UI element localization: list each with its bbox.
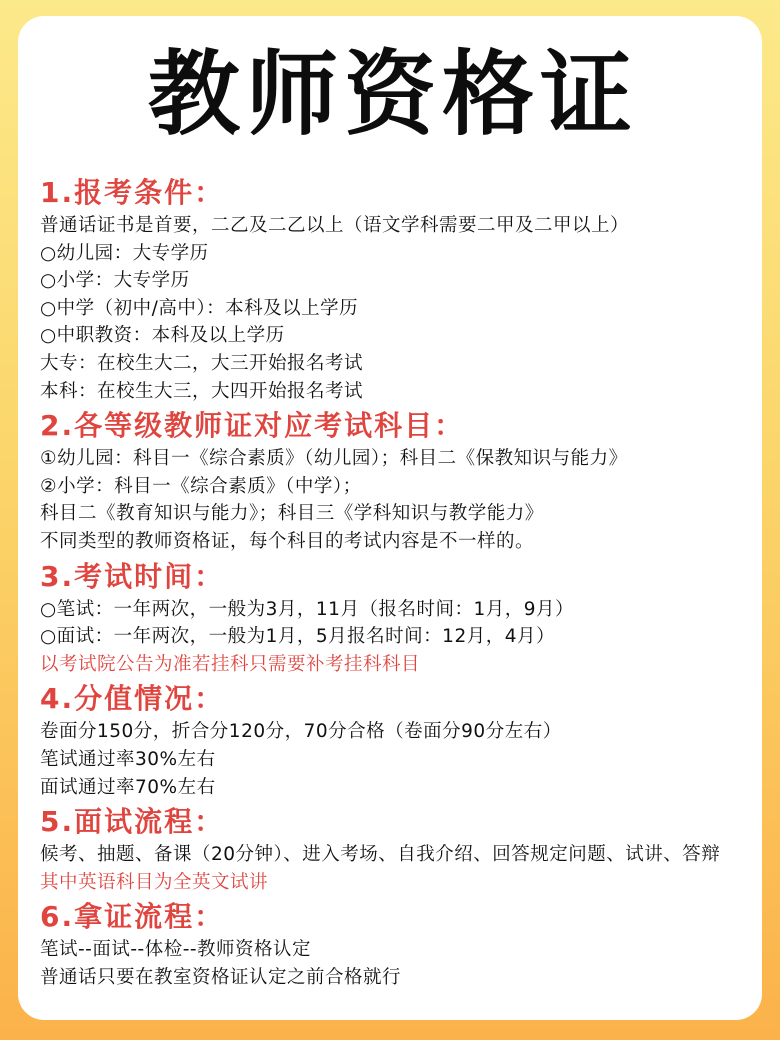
text-line: 面试通过率70%左右 <box>40 776 216 798</box>
highlight-note: 其中英语科目为全英文试讲 <box>40 871 269 893</box>
section-heading: 5.面试流程： <box>40 805 225 839</box>
text-line: ○幼儿园：大专学历 <box>40 242 209 264</box>
text-line: 笔试--面试--体检--教师资格认定 <box>40 939 312 961</box>
text-line: 卷面分150分，折合分120分，70分合格（卷面分90分左右） <box>40 721 562 743</box>
section-heading: 6.拿证流程： <box>40 900 225 934</box>
section-heading: 2.各等级教师证对应考试科目： <box>40 409 465 443</box>
text-line: 候考、抽题、备课（20分钟）、进入考场、自我介绍、回答规定问题、试讲、答辩 <box>40 844 721 866</box>
section-interview-process <box>40 803 746 896</box>
text-line: ○小学：大专学历 <box>40 270 190 292</box>
text-line: 普通话证书是首要，二乙及二乙以上（语文学科需要二甲及二甲以上） <box>40 215 630 236</box>
section-certificate-process <box>40 898 746 991</box>
text-line: 不同类型的教师资格证，每个科目的考试内容是不一样的。 <box>40 530 535 552</box>
text-line: 普通话只要在教室资格证认定之前合格就行 <box>40 966 402 988</box>
section-heading: 4.分值情况： <box>40 682 225 716</box>
section-heading: 3.考试时间： <box>40 559 225 593</box>
section-application-conditions <box>40 174 746 405</box>
text-line: 本科：在校生大三，大四开始报名考试 <box>40 380 364 402</box>
section-exam-subjects <box>40 407 746 555</box>
page-title: 教师资格证 <box>147 41 638 148</box>
text-line: ○中职教资：本科及以上学历 <box>40 325 285 347</box>
text-line: 大专：在校生大二，大三开始报名考试 <box>40 352 364 374</box>
text-line: ①幼儿园：科目一《综合素质》（幼儿园）；科目二《保教知识与能力》 <box>40 448 628 470</box>
section-exam-time <box>40 558 746 679</box>
text-line: ○笔试：一年两次，一般为3月，11月（报名时间：1月，9月） <box>40 598 574 620</box>
section-scores <box>40 680 746 801</box>
content-card <box>18 16 762 1020</box>
highlight-note: 以考试院公告为准若挂科只需要补考挂科科目 <box>40 653 421 675</box>
text-line: ②小学：科目一《综合素质》（中学）； <box>40 475 362 497</box>
section-heading: 1.报考条件： <box>40 176 225 209</box>
text-line: ○面试：一年两次，一般为1月，5月报名时间：12月，4月） <box>40 626 555 648</box>
text-line: ○中学（初中/高中）：本科及以上学历 <box>40 297 359 319</box>
text-line: 科目二《教育知识与能力》；科目三《学科知识与教学能力》 <box>40 503 544 525</box>
text-line: 笔试通过率30%左右 <box>40 748 216 770</box>
